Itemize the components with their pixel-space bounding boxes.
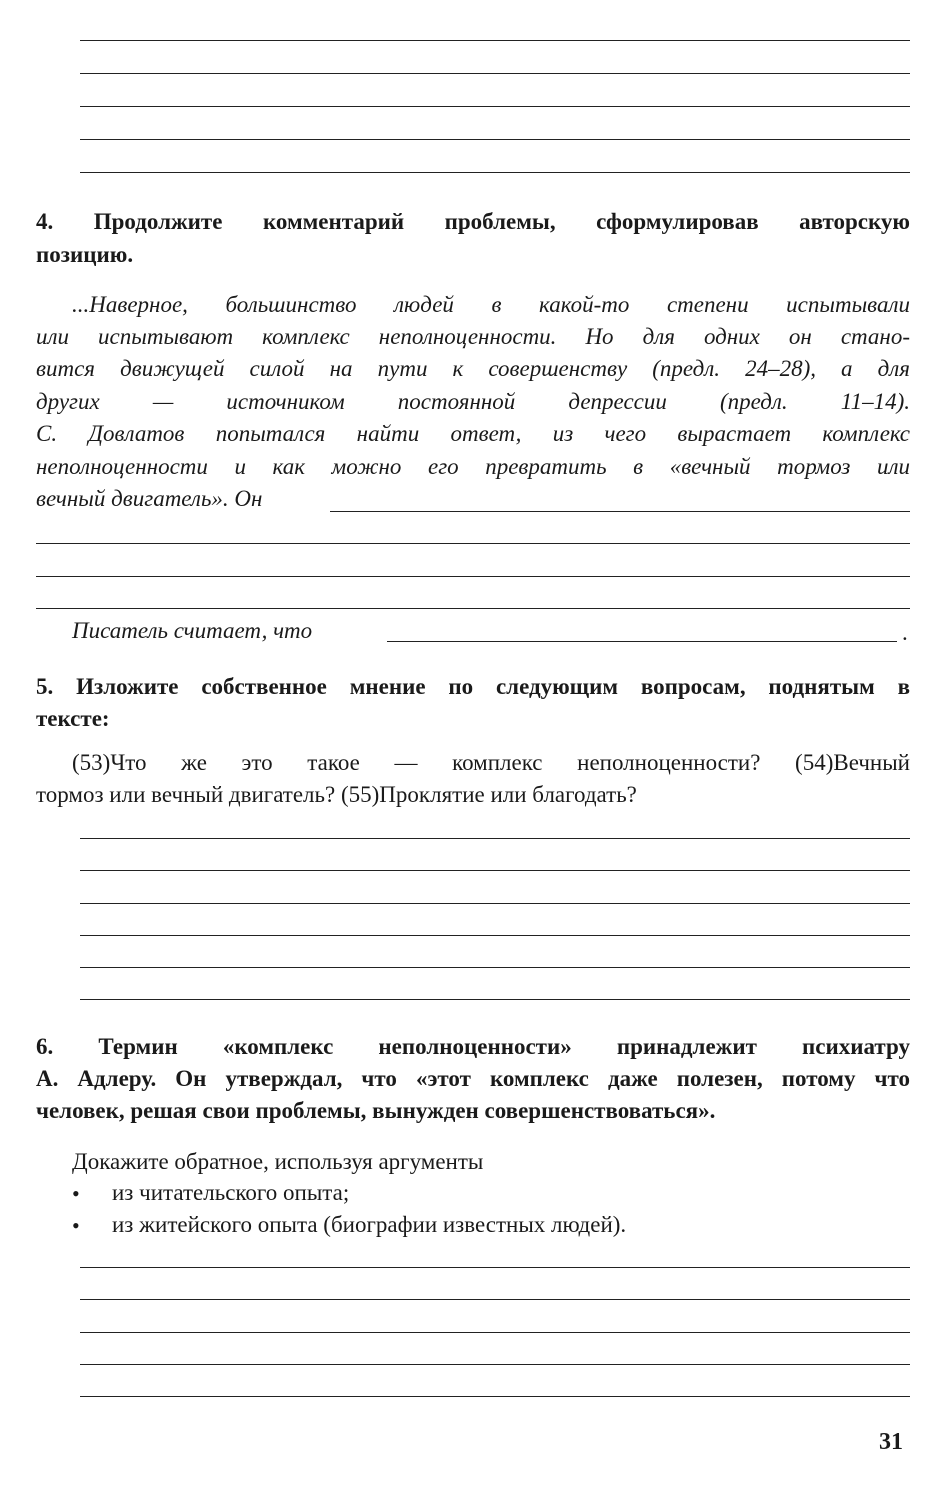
task4-text-line-2: или испытывают комплекс неполноценности. Но для одних он стано- [36,324,910,349]
writer-opinion-answer-line[interactable] [387,641,897,642]
task4-text-line-6: неполноценности и как можно его превратить в «вечный тормоз или [36,454,910,479]
answer-line[interactable] [80,870,910,871]
answer-line[interactable] [80,40,910,41]
answer-line[interactable] [80,73,910,74]
answer-line[interactable] [80,172,910,173]
task6-heading-line-1: 6. Термин «комплекс неполноценности» принадлежит психиатру [36,1034,910,1059]
answer-line[interactable] [80,1364,910,1365]
answer-line[interactable] [80,1332,910,1333]
task6-bullet-2: из житейского опыта (биографии известных людей). [112,1212,627,1237]
writer-opinion-period: . [902,620,908,645]
answer-line[interactable] [36,543,910,544]
answer-line[interactable] [80,1267,910,1268]
task4-text-line-5: С. Довлатов попытался найти ответ, из чего вырастает комплекс [36,421,910,446]
task5-question-line-2: тормоз или вечный двигатель? (55)Проклятие или благодать? [36,782,637,807]
answer-line[interactable] [330,511,910,512]
answer-line[interactable] [36,576,910,577]
page-number: 31 [879,1429,903,1455]
task6-heading-line-3: человек, решая свои проблемы, вынужден совершенствоваться». [36,1098,716,1123]
answer-line[interactable] [80,999,910,1000]
answer-line[interactable] [80,838,910,839]
task6-heading-line-2: А. Адлеру. Он утверждал, что «этот комплекс даже полезен, потому что [36,1066,910,1091]
task4-text-line-4: других — источником постоянной депрессии (предл. 11–14). [36,389,910,414]
task5-heading-line-2: тексте: [36,706,110,731]
bullet-dot-icon: • [72,1181,80,1206]
answer-line[interactable] [80,1396,910,1397]
task4-text-line-3: вится движущей силой на пути к совершенству (предл. 24–28), а для [36,356,910,381]
task6-bullet-1: из читательского опыта; [112,1180,350,1205]
answer-line[interactable] [80,967,910,968]
bullet-dot-icon: • [72,1213,80,1238]
writer-opinion-prompt: Писатель считает, что [72,618,313,643]
task5-question-line-1: (53)Что же это такое — комплекс неполноценности? (54)Вечный [72,750,910,775]
answer-line[interactable] [36,608,910,609]
answer-line[interactable] [80,1299,910,1300]
answer-line[interactable] [80,106,910,107]
answer-line[interactable] [80,139,910,140]
task6-instruction: Докажите обратное, используя аргументы [72,1149,484,1174]
task4-text-last-line: вечный двигатель». Он [36,486,263,511]
answer-line[interactable] [80,903,910,904]
task4-text-line-1: ...Наверное, большинство людей в какой-то степени испытывали [72,292,910,317]
task4-heading-line-1: 4. Продолжите комментарий проблемы, сформулировав авторскую [36,209,910,234]
task4-heading-line-2: позицию. [36,242,134,267]
answer-line[interactable] [80,935,910,936]
task5-heading-line-1: 5. Изложите собственное мнение по следующим вопросам, поднятым в [36,674,910,699]
